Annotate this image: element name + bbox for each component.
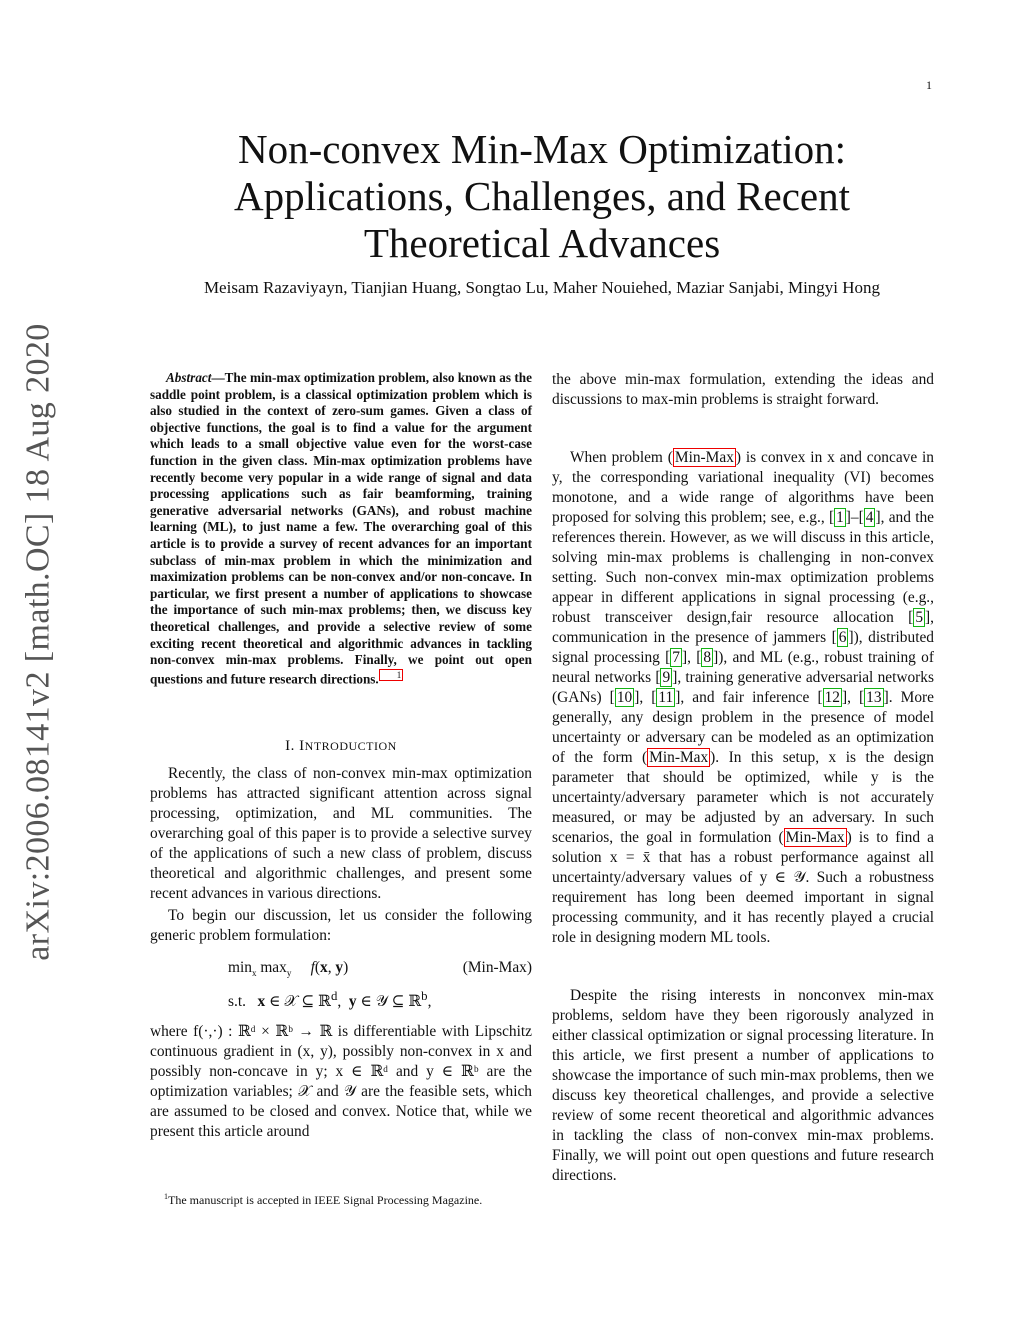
citation-link[interactable]: 7: [672, 649, 680, 666]
citation-link[interactable]: 12: [824, 689, 840, 706]
equation-objective: $\min_x \max_y$ f(x, y): [228, 958, 349, 978]
equation-link[interactable]: Min-Max: [785, 829, 845, 846]
equation-link[interactable]: Min-Max: [649, 749, 709, 766]
arxiv-stamp-text: arXiv:2006.08141v2 [math.OC] 18 Aug 2020: [20, 323, 57, 961]
citation-link[interactable]: 5: [915, 609, 924, 626]
footnote-link[interactable]: 1: [379, 669, 404, 681]
right-column: [552, 370, 934, 1186]
right-paragraph-2: When problem ( Min-Max ) is convex in x and concave in y, the corresponding variational inequality (VI) becomes monotone, and a wide range of algorithms have been proposed for solving this problem; see, e.g., [ 1 ]–[ 4 ], and the references therein. However, as we will discuss in this article, solving min-max problems is challenging in non-convex setting. Such non-convex min-max optimization problems appear in different applications in signal processing (e.g., robust transceiver design,fair resource allocation [ 5 ], communication in the presence of jammers [ 6 ]), distributed signal processing [ 7 ], [ 8 ]), and ML (e.g., robust training of neural networks [ 9 ], training generative adversarial networks (GANs) [ 10 ], [ 11 ], and fair inference [ 12 ], [ 13 ]. More generally, any design problem in the presence of model uncertainty or adversary can be modeled as an optimization of the form ( Min-Max ). In this setup, x is the design parameter that should be optimized, while y is the uncertainty/adversary parameter which is not accurately measured, or may be adjusted by an adversary. In such scenarios, the goal in formulation ( Min-Max ) is to find a solution x = x̄ that has a robust performance against all uncertainty/adversary values of y ∈ 𝒴. Such a robustness requirement has long been deemed important in signal processing community, and it has recently played a crucial role in designing modern ML tools.: [552, 449, 935, 946]
arxiv-stamp: [14, 322, 64, 962]
section-title-rest: NTRODUCTION: [304, 738, 397, 753]
citation-link[interactable]: 4: [865, 509, 874, 526]
page-number: 1: [926, 78, 932, 92]
author-list: Meisam Razaviyayn, Tianjian Huang, Songtao Lu, Maher Nouiehed, Maziar Sanjabi, Mingyi Hong: [203, 278, 881, 297]
abstract-text: The min-max optimization problem, also known as the saddle point problem, is a classical optimization problem which is also studied in the context of zero-sum games. Given a class of objective functions, the goal is to find a value for the argument which leads to a small objective value even for the worst-case function in the given class. Min-max optimization problems have recently become very popular in a wide range of signal and data processing applications such as fair beamforming, training generative adversarial networks (GANs), and robust machine learning (ML), to just name a few. The overarching goal of this article is to provide a survey of recent advances for an important subclass of min-max problem in which the minimization and maximization problems can be non-convex and/or non-concave. In particular, we first present a number of applications to showcase the importance of such min-max problems; then, we discuss key theoretical challenges, and provide a selective review of some exciting recent theoretical and algorithmic advances in tackling non-convex min-max problems. Finally, we point out open questions and future research directions.: [150, 370, 532, 687]
left-column: [150, 370, 532, 1142]
right-paragraph-3: Despite the rising interests in nonconvex min-max problems, seldom have they been rigorously analyzed in either classical optimization or signal processing literature. In this article, we first present a number of applications to showcase the importance of such min-max problems, then we discuss key theoretical challenges, and provide a selective review of some recent theoretical and algorithmic advances in tackling the class of non-convex min-max problems. Finally, we will point out open questions and future research directions.: [552, 987, 934, 1184]
paper-title: [150, 126, 934, 267]
equation-constraints: s.t. x ∈ 𝒳 ⊆ ℝ$^d$, y ∈ 𝒴 ⊆ ℝ$^b$,: [228, 988, 432, 1010]
citation-link[interactable]: 6: [838, 629, 847, 646]
abstract: Abstract—The min-max optimization problem, also known as the saddle point problem, is a classical optimization problem which is also studied in the context of zero-sum games. Given a class of objective functions, the goal is to find a value for the argument which leads to a small objective value even for the worst-case function in the given class. Min-max optimization problems have recently become very popular in a wide range of signal and data processing applications such as fair beamforming, training generative adversarial networks (GANs), and robust machine learning (ML), to just name a few. The overarching goal of this article is to provide a survey of recent advances for an important subclass of min-max problem in which the minimization and maximization problems can be non-convex and/or non-concave. In particular, we first present a number of applications to showcase the importance of such min-max problems; then, we discuss key theoretical challenges, and provide a selective review of some exciting recent theoretical and algorithmic advances in tackling non-convex min-max problems. Finally, we point out open questions and future research directions. 1: [150, 370, 532, 687]
citation-link[interactable]: 1: [836, 509, 844, 526]
footnote-text: The manuscript is accepted in IEEE Signal Processing Magazine.: [168, 1193, 483, 1207]
title-line-1: Non-convex Min-Max Optimization:: [237, 126, 847, 172]
section-title-initial: I: [299, 737, 305, 754]
citation-link[interactable]: 10: [616, 689, 633, 706]
title-line-3: Theoretical Advances: [363, 220, 721, 266]
equation-tag: (Min-Max): [462, 958, 532, 976]
intro-paragraph-2: To begin our discussion, let us consider the following generic problem formulation:: [150, 906, 532, 944]
footnote-mark: 1: [164, 1192, 168, 1201]
section-numeral: I.: [285, 737, 295, 754]
citation-link[interactable]: 9: [662, 669, 671, 686]
intro-paragraph-3: where f(·,·) : ℝᵈ × ℝᵇ → ℝ is differentiable with Lipschitz continuous gradient in (x, y), possibly non-convex in x and possibly non-concave in y; x ∈ ℝᵈ and y ∈ ℝᵇ are the optimization variables; 𝒳 and 𝒴 are the feasible sets, which are assumed to be closed and convex. Notice that, while we present this article around: [150, 1022, 532, 1140]
citation-link[interactable]: 11: [658, 689, 674, 706]
minmax-equation: [150, 958, 532, 1014]
citation-link[interactable]: 8: [703, 649, 712, 666]
equation-link[interactable]: Min-Max: [674, 449, 734, 466]
title-line-2: Applications, Challenges, and Recent: [234, 173, 850, 219]
intro-paragraph-1: Recently, the class of non-convex min-max optimization problems has attracted significant attention across signal processing, optimization, and ML communities. The overarching goal of this paper is to provide a selective survey of the applications of such a new class of problem, discuss theoretical and algorithmic challenges, and present some recent advances in various directions.: [150, 764, 532, 902]
right-paragraph-1: the above min-max formulation, extending the ideas and discussions to max-min problems is straight forward.: [552, 371, 934, 408]
footnote: [150, 1190, 532, 1207]
section-heading-introduction: [150, 736, 532, 756]
abstract-label: Abstract: [166, 370, 212, 385]
citation-link[interactable]: 13: [866, 689, 882, 706]
